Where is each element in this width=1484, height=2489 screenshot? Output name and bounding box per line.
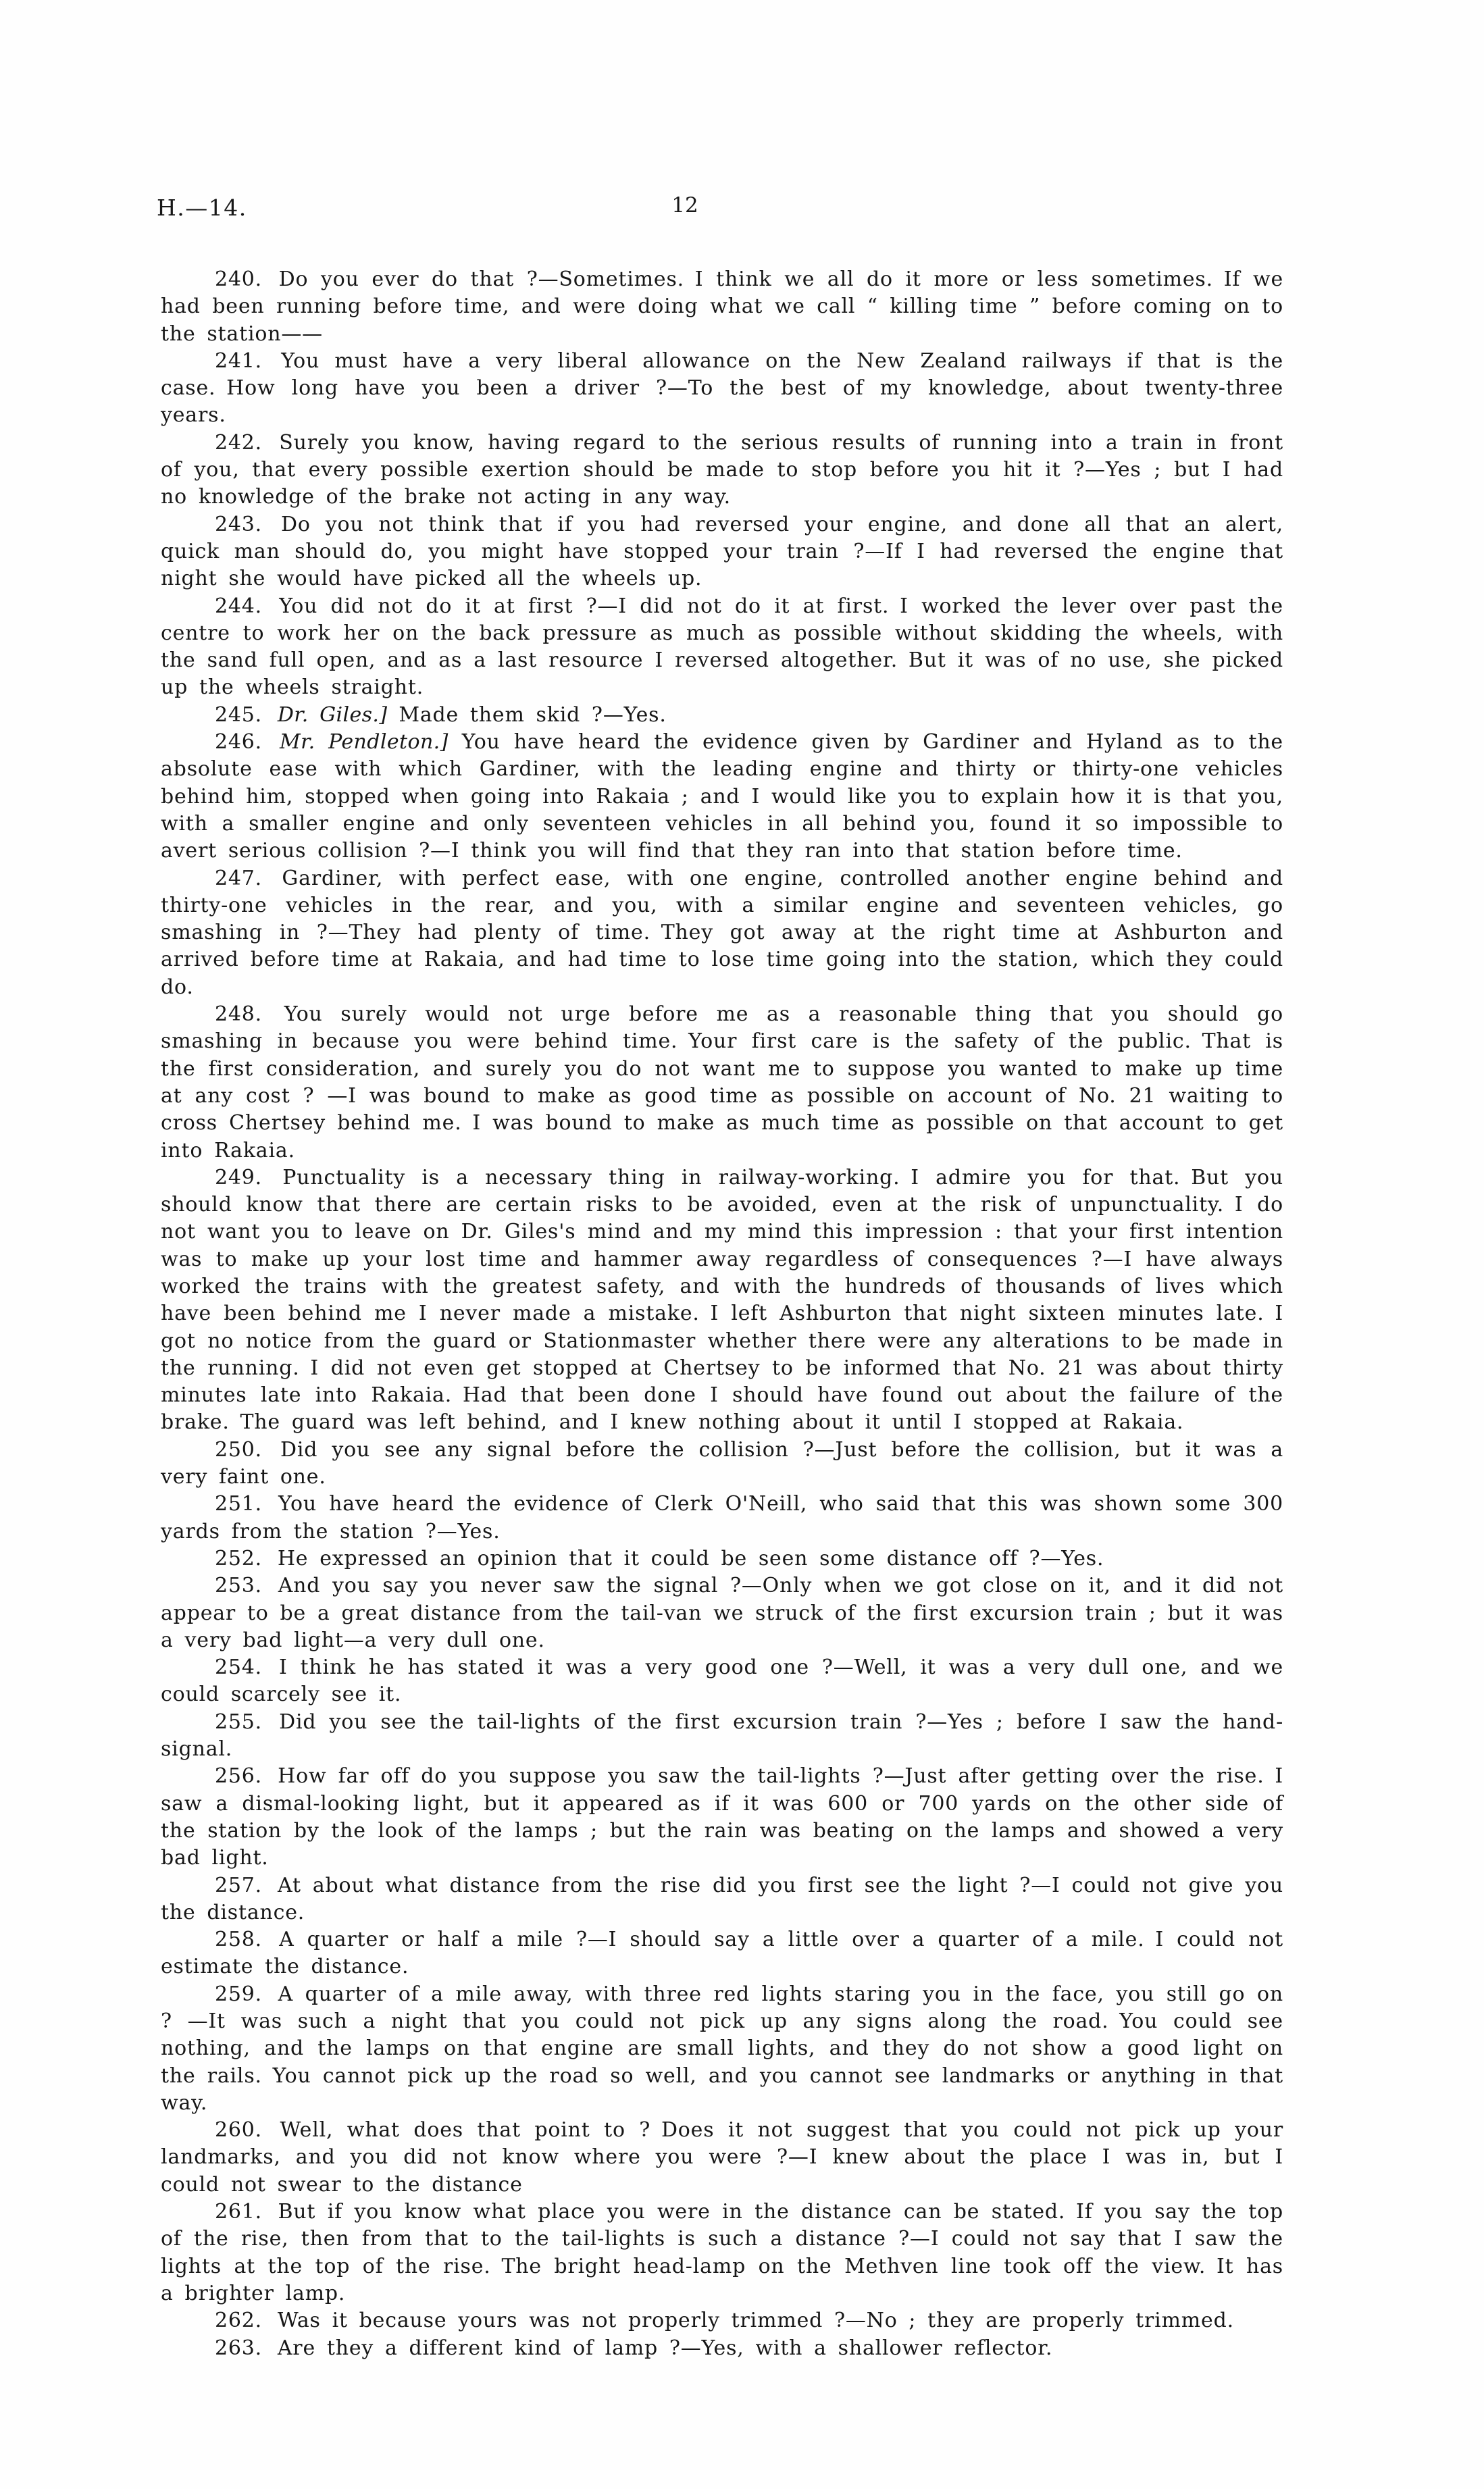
question-number: 263. xyxy=(215,2336,262,2360)
qa-paragraph: 261. But if you know what place you were in the distance can be stated. If you say the top of the rise, then from that to the tail-lights is such a distance ?—I could not say that I saw the lights at the top of the rise. The bright head-lamp on the Methven line took off the view. It has a brighter lamp. xyxy=(161,2200,1283,2305)
question-number: 240. xyxy=(215,267,262,291)
question-number: 250. xyxy=(215,1437,262,1462)
question-number: 248. xyxy=(215,1002,262,1027)
page-header xyxy=(157,193,1283,228)
question-number: 254. xyxy=(215,1656,262,1680)
question-number: 247. xyxy=(215,866,262,890)
qa-paragraph: 253. And you say you never saw the signal ?—Only when we got close on it, and it did not appear to be a great distance from the tail-van we struck of the first excursion train ; but it was a very bad light—a very dull one. xyxy=(161,1574,1283,1652)
qa-paragraph: 249. Punctuality is a necessary thing in railway-working. I admire you for that. But you should know that there are certain risks to be avoided, even at the risk of unpunctuality. I do not want you to leave on Dr. Giles's mind and my mind this impression : that your first intention was to make up your lost time and hammer away regardless of consequences ?—I have always worked the trains with the greatest safety, and with the hundreds of thousands of lives which have been behind me I never made a mistake. I left Ashburton that night sixteen minutes late. I got no notice from the guard or Stationmaster whether there were any alterations to be made in the running. I did not even get stopped at Chertsey to be informed that No. 21 was about thirty minutes late into Rakaia. Had that been done I should have found out about the failure of the brake. The guard was left behind, and I knew nothing about it until I stopped at Rakaia. xyxy=(161,1165,1283,1435)
qa-paragraph: 245. Dr. Giles.] Made them skid ?—Yes. xyxy=(215,702,667,727)
qa-paragraph: 251. You have heard the evidence of Clerk O'Neill, who said that this was shown some 300 yards from the station ?—Yes. xyxy=(161,1492,1283,1543)
paper-reference: H.—14. xyxy=(157,195,247,221)
qa-paragraph: 256. How far off do you suppose you saw the tail-lights ?—Just after getting over the rise. I saw a dismal-looking light, but it appeared as if it was 600 or 700 yards on the other side of the station by the look of the lamps ; but the rain was beating on the lamps and showed a very bad light. xyxy=(161,1764,1283,1870)
qa-paragraph: 241. You must have a very liberal allowance on the New Zealand railways if that is the case. How long have you been a driver ?—To the best of my knowledge, about twenty-three years. xyxy=(161,349,1283,428)
qa-paragraph: 254. I think he has stated it was a very good one ?—Well, it was a very dull one, and we could scarcely see it. xyxy=(161,1656,1283,1707)
qa-paragraph: 260. Well, what does that point to ? Does it not suggest that you could not pick up your landmarks, and you did not know where you were ?—I knew about the place I was in, but I could not swear to the distance xyxy=(161,2118,1283,2197)
testimony-body xyxy=(161,266,1283,2362)
speaker-name: Dr. Giles.] xyxy=(277,702,388,727)
question-number: 242. xyxy=(215,430,262,455)
qa-paragraph: 257. At about what distance from the rise did you first see the light ?—I could not give you the distance. xyxy=(161,1873,1283,1924)
qa-paragraph: 247. Gardiner, with perfect ease, with one engine, controlled another engine behind and thirty-one vehicles in the rear, and you, with a similar engine and seventeen vehicles, go smashing in ?—They had plenty of time. They got away at the right time at Ashburton and arrived before time at Rakaia, and had time to lose time going into the station, which they could do. xyxy=(161,866,1283,999)
qa-paragraph: 255. Did you see the tail-lights of the first excursion train ?—Yes ; before I saw the hand-signal. xyxy=(161,1710,1284,1762)
qa-paragraph: 259. A quarter of a mile away, with three red lights staring you in the face, you still go on ? —It was such a night that you could not pick up any signs along the road. You could see nothing, and the lamps on that engine are small lights, and they do not show a good light on the rails. You cannot pick up the road so well, and you cannot see landmarks or anything in that way. xyxy=(161,1982,1283,2115)
qa-paragraph: 240. Do you ever do that ?—Sometimes. I think we all do it more or less sometimes. If we had been running before time, and were doing what we call “ killing time ” before coming on to the station—— xyxy=(161,267,1283,346)
qa-paragraph: 248. You surely would not urge before me as a reasonable thing that you should go smashing in because you were behind time. Your first care is the safety of the public. That is the first consideration, and surely you do not want me to suppose you wanted to make up time at any cost ? —I was bound to make as good time as possible on account of No. 21 waiting to cross Chertsey behind me. I was bound to make as much time as possible on that account to get into Rakaia. xyxy=(161,1002,1283,1162)
question-number: 255. xyxy=(215,1710,262,1734)
speaker-name: Mr. Pendleton.] xyxy=(280,730,449,754)
question-number: 249. xyxy=(215,1165,262,1189)
page-number: 12 xyxy=(671,193,698,217)
question-number: 261. xyxy=(215,2200,262,2224)
page-content xyxy=(157,193,1284,2362)
question-number: 243. xyxy=(215,512,262,536)
qa-paragraph: 244. You did not do it at first ?—I did not do it at first. I worked the lever over past the centre to work her on the back pressure as much as possible without skidding the wheels, with the sand full open, and as a last resource I reversed altogether. But it was of no use, she picked up the wheels straight. xyxy=(161,594,1283,700)
question-number: 256. xyxy=(215,1764,262,1789)
question-number: 244. xyxy=(215,594,262,618)
qa-paragraph: 252. He expressed an opinion that it could be seen some distance off ?—Yes. xyxy=(215,1546,1104,1570)
question-number: 252. xyxy=(215,1546,262,1570)
question-number: 241. xyxy=(215,349,262,373)
question-number: 262. xyxy=(215,2309,262,2333)
qa-paragraph: 250. Did you see any signal before the collision ?—Just before the collision, but it was a very faint one. xyxy=(161,1437,1284,1489)
question-number: 246. xyxy=(215,730,262,754)
qa-paragraph: 242. Surely you know, having regard to the serious results of running into a train in front of you, that every possible exertion should be made to stop before you hit it ?—Yes ; but I had no knowledge of the brake not acting in any way. xyxy=(161,430,1283,509)
question-number: 251. xyxy=(215,1492,262,1516)
qa-paragraph: 258. A quarter or half a mile ?—I should say a little over a quarter of a mile. I could not estimate the distance. xyxy=(161,1928,1283,1979)
qa-paragraph: 263. Are they a different kind of lamp ?—Yes, with a shallower reflector. xyxy=(215,2336,1053,2360)
question-number: 258. xyxy=(215,1928,262,1952)
qa-paragraph: 262. Was it because yours was not properly trimmed ?—No ; they are properly trimmed. xyxy=(215,2309,1234,2333)
question-number: 260. xyxy=(215,2118,262,2142)
qa-paragraph: 246. Mr. Pendleton.] You have heard the evidence given by Gardiner and Hyland as to the absolute ease with which Gardiner, with the leading engine and thirty or thirty-one vehicles behind him, stopped when going into Rakaia ; and I would like you to explain how it is that you, with a smaller engine and only seventeen vehicles in all behind you, found it so impossible to avert serious collision ?—I think you will find that they ran into that station before time. xyxy=(161,730,1283,863)
qa-paragraph: 243. Do you not think that if you had reversed your engine, and done all that an alert, quick man should do, you might have stopped your train ?—If I had reversed the engine that night she would have picked all the wheels up. xyxy=(161,512,1283,591)
question-number: 245. xyxy=(215,702,262,727)
question-number: 257. xyxy=(215,1873,262,1897)
question-number: 259. xyxy=(215,1982,262,2006)
question-number: 253. xyxy=(215,1574,262,1598)
